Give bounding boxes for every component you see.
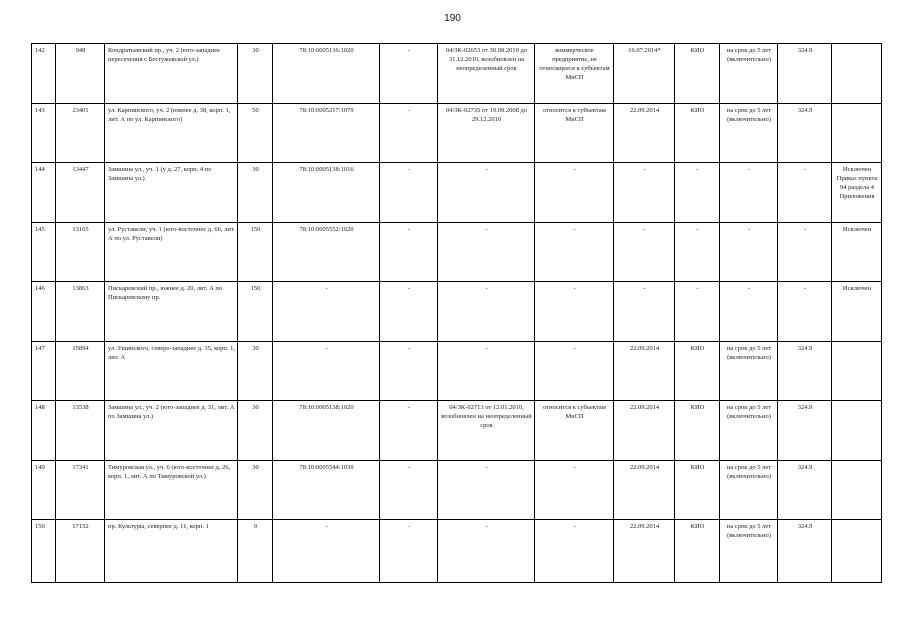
- quantity: 30: [238, 401, 273, 461]
- address: Замшина ул., уч. 1 (у д. 27, корп. 4 по Замшина ул.): [105, 163, 238, 223]
- cadastral-number: -: [273, 520, 380, 583]
- cadastral-number: 78:10:0005138:1016: [273, 163, 380, 223]
- organization: -: [675, 282, 720, 342]
- term: -: [720, 222, 778, 282]
- document: -: [438, 282, 535, 342]
- entity-status: относится к субъектам МиСП: [535, 103, 614, 163]
- document: 04/ЗК-02713 от 12.01.2010, возобновлен на неопределенный срок: [438, 401, 535, 461]
- code: -: [778, 163, 832, 223]
- column-6: -: [380, 460, 438, 520]
- column-6: -: [380, 222, 438, 282]
- document: -: [438, 341, 535, 401]
- date: 22.09.2014: [614, 520, 675, 583]
- code: 324.9: [778, 103, 832, 163]
- note: [832, 44, 882, 104]
- table-row: [32, 520, 882, 583]
- address: ул. Ушинского, северо-западнее д. 35, корп. 1, лит. А: [105, 341, 238, 401]
- object-id: 23401: [56, 103, 105, 163]
- term: -: [720, 282, 778, 342]
- date: -: [614, 222, 675, 282]
- term: на срок до 5 лет (включительно): [720, 520, 778, 583]
- table-row: [32, 341, 882, 401]
- row-number: 147: [32, 341, 56, 401]
- quantity: 30: [238, 341, 273, 401]
- column-6: -: [380, 341, 438, 401]
- date: 22.09.2014: [614, 341, 675, 401]
- row-number: 145: [32, 222, 56, 282]
- code: -: [778, 222, 832, 282]
- row-number: 144: [32, 163, 56, 223]
- quantity: 9: [238, 520, 273, 583]
- document: -: [438, 222, 535, 282]
- term: -: [720, 163, 778, 223]
- document: -: [438, 520, 535, 583]
- code: 324.9: [778, 520, 832, 583]
- entity-status: -: [535, 282, 614, 342]
- table-row: [32, 282, 882, 342]
- quantity: 50: [238, 103, 273, 163]
- address: ул. Руставели, уч. 1 (юго-восточнее д. 66, лит. А по ул. Руставели): [105, 222, 238, 282]
- row-number: 148: [32, 401, 56, 461]
- code: 324.9: [778, 44, 832, 104]
- entity-status: относится к субъектам МиСП: [535, 401, 614, 461]
- organization: -: [675, 163, 720, 223]
- organization: КИО: [675, 103, 720, 163]
- table-row: [32, 44, 882, 104]
- organization: КИО: [675, 460, 720, 520]
- document: -: [438, 163, 535, 223]
- note: Исключен: [832, 222, 882, 282]
- term: на срок до 5 лет (включительно): [720, 341, 778, 401]
- note: Исключен: [832, 282, 882, 342]
- address: Тимуровская ул., уч. 6 (юго-восточнее д. 26, корп. 1, лит. А по Тимуровской ул.): [105, 460, 238, 520]
- table-row: [32, 460, 882, 520]
- object-id: 13165: [56, 222, 105, 282]
- code: 324.9: [778, 460, 832, 520]
- address: Пискаревский пр., южнее д. 20, лит. А по Пискаревскому пр.: [105, 282, 238, 342]
- code: 324.9: [778, 401, 832, 461]
- address: пр. Культуры, севернее д. 11, корп. 1: [105, 520, 238, 583]
- note: [832, 460, 882, 520]
- term: на срок до 5 лет (включительно): [720, 103, 778, 163]
- column-6: -: [380, 44, 438, 104]
- entity-status: -: [535, 341, 614, 401]
- note: [832, 401, 882, 461]
- cadastral-number: 78:10:0005136:1020: [273, 44, 380, 104]
- date: 22.09.2014: [614, 460, 675, 520]
- quantity: 150: [238, 282, 273, 342]
- date: -: [614, 282, 675, 342]
- entity-status: -: [535, 460, 614, 520]
- table-row: [32, 222, 882, 282]
- term: на срок до 5 лет (включительно): [720, 460, 778, 520]
- cadastral-number: -: [273, 341, 380, 401]
- registry-table: [31, 43, 882, 583]
- code: -: [778, 282, 832, 342]
- cadastral-number: 78:10:0005552:1020: [273, 222, 380, 282]
- entity-status: -: [535, 520, 614, 583]
- column-6: -: [380, 163, 438, 223]
- column-6: -: [380, 520, 438, 583]
- note: [832, 103, 882, 163]
- address: Замшина ул., уч. 2 (юго-западнее д. 31, лит. А по Замшина ул.): [105, 401, 238, 461]
- cadastral-number: 78:10:0005217:1079: [273, 103, 380, 163]
- object-id: 17152: [56, 520, 105, 583]
- quantity: 30: [238, 460, 273, 520]
- object-id: 15894: [56, 341, 105, 401]
- date: -: [614, 163, 675, 223]
- note: Исключен Приказ пункта 94 раздела 4 Приложения: [832, 163, 882, 223]
- column-6: -: [380, 282, 438, 342]
- column-6: -: [380, 103, 438, 163]
- table-row: [32, 401, 882, 461]
- row-number: 143: [32, 103, 56, 163]
- organization: КИО: [675, 401, 720, 461]
- organization: -: [675, 222, 720, 282]
- organization: КИО: [675, 44, 720, 104]
- cadastral-number: -: [273, 282, 380, 342]
- document: -: [438, 460, 535, 520]
- row-number: 150: [32, 520, 56, 583]
- object-id: 17341: [56, 460, 105, 520]
- date: 16.07.2014*: [614, 44, 675, 104]
- term: на срок до 5 лет (включительно): [720, 44, 778, 104]
- note: [832, 520, 882, 583]
- table-row: [32, 103, 882, 163]
- object-id: 13538: [56, 401, 105, 461]
- row-number: 146: [32, 282, 56, 342]
- organization: КИО: [675, 341, 720, 401]
- address: ул. Карпинского, уч. 2 (южнее д. 38, корп. 1, лит. А по ул. Карпинского): [105, 103, 238, 163]
- table-row: [32, 163, 882, 223]
- cadastral-number: 78:10:0005138:1020: [273, 401, 380, 461]
- organization: КИО: [675, 520, 720, 583]
- entity-status: -: [535, 163, 614, 223]
- address: Кондратьевский пр., уч. 2 (юго-западнее пересечения с Бестужевской ул.): [105, 44, 238, 104]
- object-id: 948: [56, 44, 105, 104]
- document: 04/ЗК-02653 от 30.08.2010 до 31.12.2010, возобновлен на неопределенный срок: [438, 44, 535, 104]
- term: на срок до 5 лет (включительно): [720, 401, 778, 461]
- quantity: 30: [238, 44, 273, 104]
- column-6: -: [380, 401, 438, 461]
- quantity: 30: [238, 163, 273, 223]
- code: 324.9: [778, 341, 832, 401]
- object-id: 13447: [56, 163, 105, 223]
- entity-status: -: [535, 222, 614, 282]
- document: 04/ЗК-02735 от 19.09.2008 до 29.12.2010: [438, 103, 535, 163]
- cadastral-number: 78:10:0005544:1030: [273, 460, 380, 520]
- date: 22.09.2014: [614, 103, 675, 163]
- row-number: 149: [32, 460, 56, 520]
- row-number: 142: [32, 44, 56, 104]
- date: 22.09.2014: [614, 401, 675, 461]
- page-number: 190: [444, 13, 461, 24]
- note: [832, 341, 882, 401]
- entity-status: коммерческое предприятие, не относящееся к субъектам МиСП: [535, 44, 614, 104]
- object-id: 13863: [56, 282, 105, 342]
- quantity: 150: [238, 222, 273, 282]
